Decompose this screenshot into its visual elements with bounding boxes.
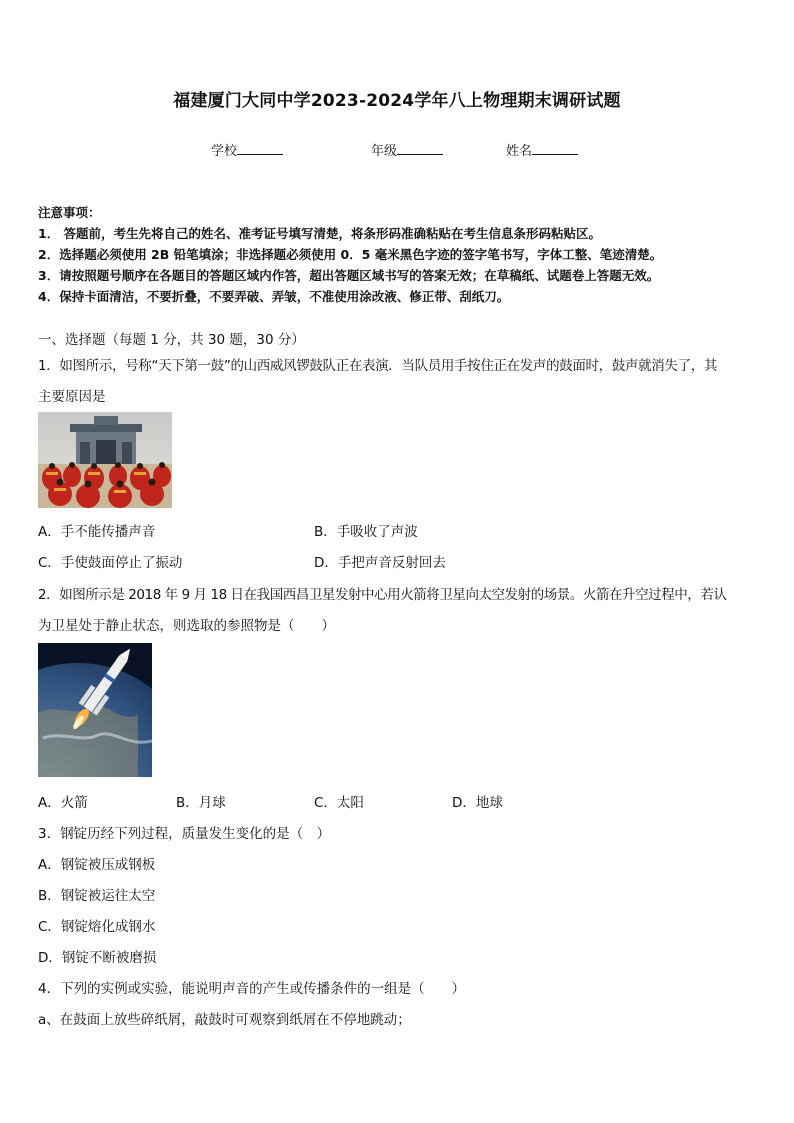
school-field xyxy=(211,140,283,159)
drum-performance-image xyxy=(38,412,172,508)
question-1-text-cont: 主要原因是 xyxy=(38,389,106,405)
school-label: 学校 xyxy=(211,144,238,159)
q2-option-d: D．地球 xyxy=(452,795,503,811)
section-heading: 一、选择题（每题 1 分，共 30 题，30 分） xyxy=(38,332,305,348)
question-2-text-cont: 为卫星处于静止状态，则选取的参照物是（ ） xyxy=(38,618,335,634)
question-4-text: 4．下列的实例或实验，能说明声音的产生或传播条件的一组是（ ） xyxy=(38,981,466,997)
q3-option-b: B．钢锭被运往太空 xyxy=(38,888,156,904)
grade-blank xyxy=(397,142,443,155)
q3-option-a: A．钢锭被压成钢板 xyxy=(38,857,156,873)
name-field xyxy=(506,140,578,159)
q2-option-c: C．太阳 xyxy=(314,795,364,811)
notice-item: 2．选择题必须使用 2B 铅笔填涂；非选择题必须使用 0．5 毫米黑色字迹的签字笔书写，字体工整、笔迹清楚。 xyxy=(38,247,663,262)
q3-option-c: C．钢锭熔化成钢水 xyxy=(38,919,156,935)
q3-option-d: D．钢锭不断被磨损 xyxy=(38,950,157,966)
notice-item: 3．请按照题号顺序在各题目的答题区域内作答，超出答题区域书写的答案无效；在草稿纸、试题卷上答题无效。 xyxy=(38,268,660,283)
q1-option-c: C．手使鼓面停止了振动 xyxy=(38,555,183,571)
question-2-text: 2．如图所示是 2018 年 9 月 18 日在我国西昌卫星发射中心用火箭将卫星向太空发射的场景。火箭在升空过程中，若认 xyxy=(38,587,727,603)
q2-option-a: A．火箭 xyxy=(38,795,88,811)
rocket-launch-image xyxy=(38,643,152,777)
question-3-text: 3．钢锭历经下列过程，质量发生变化的是（ ） xyxy=(38,826,331,842)
notice-item: 4．保持卡面清洁，不要折叠，不要弄破、弄皱，不准使用涂改液、修正带、刮纸刀。 xyxy=(38,289,510,304)
q1-option-b: B．手吸收了声波 xyxy=(314,524,418,540)
school-blank xyxy=(237,142,283,155)
question-4-item-a: a、在鼓面上放些碎纸屑，敲鼓时可观察到纸屑在不停地跳动； xyxy=(38,1012,411,1028)
page-title: 福建厦门大同中学2023-2024学年八上物理期末调研试题 xyxy=(173,91,621,111)
grade-label: 年级 xyxy=(371,144,398,159)
q2-option-b: B．月球 xyxy=(176,795,226,811)
notice-item: 1． 答题前，考生先将自己的姓名、准考证号填写清楚，将条形码准确粘贴在考生信息条形码粘贴区。 xyxy=(38,226,602,241)
question-1-text: 1．如图所示，号称“天下第一鼓”的山西威风锣鼓队正在表演．当队员用手按住正在发声的鼓面时，鼓声就消失了，其 xyxy=(38,358,718,374)
name-blank xyxy=(532,142,578,155)
grade-field xyxy=(371,140,443,159)
q1-option-a: A．手不能传播声音 xyxy=(38,524,156,540)
q1-option-d: D．手把声音反射回去 xyxy=(314,555,446,571)
notice-heading: 注意事项： xyxy=(38,205,101,220)
name-label: 姓名 xyxy=(506,144,533,159)
